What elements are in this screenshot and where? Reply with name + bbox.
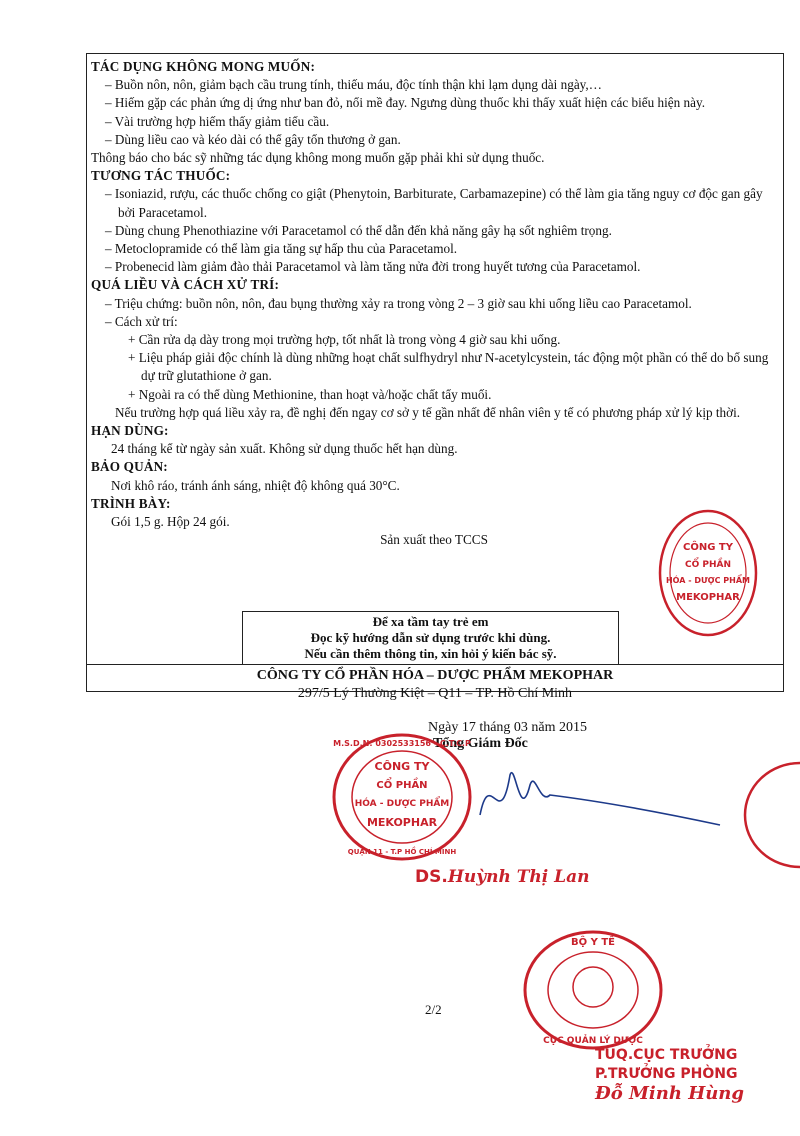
storage-heading: BẢO QUẢN: bbox=[91, 459, 168, 475]
signing-date: Ngày 17 tháng 03 năm 2015 bbox=[428, 720, 588, 735]
stamp-text: BỘ Y TẾ bbox=[571, 937, 615, 948]
stamp-ring bbox=[334, 735, 470, 859]
signer-full-name: Huỳnh Thị Lan bbox=[447, 867, 590, 887]
overdose-heading: QUÁ LIỀU VÀ CÁCH XỬ TRÍ: bbox=[91, 277, 280, 293]
stamp-text: CỔ PHẦN bbox=[376, 780, 428, 791]
expiry-text: 24 tháng kể từ ngày sản xuất. Không sử dụng thuốc hết hạn dùng. bbox=[111, 441, 458, 457]
partial-stamp bbox=[725, 760, 800, 870]
ministry-stamp bbox=[518, 925, 668, 1055]
signer-prefix: DS. bbox=[415, 867, 448, 887]
side-effect-item: – Vài trường hợp hiếm thấy giảm tiểu cầu. bbox=[91, 113, 777, 131]
footer-divider bbox=[87, 664, 783, 665]
manufacturing-standard: Sản xuất theo TCCS bbox=[380, 532, 488, 548]
page-number: 2/2 bbox=[425, 1002, 442, 1017]
stamp-text: HÓA - DƯỢC PHẨM bbox=[354, 799, 450, 809]
stamp-ring bbox=[745, 763, 800, 867]
interaction-item: – Probenecid làm giảm đào thải Paracetamol và làm tăng nửa đời trong huyết tương của Paracetamol. bbox=[91, 258, 777, 276]
approval-block bbox=[595, 1046, 744, 1103]
company-stamp-main bbox=[330, 730, 480, 865]
stamp-ring bbox=[660, 511, 756, 635]
company-name: CÔNG TY CỔ PHẦN HÓA – DƯỢC PHẨM MEKOPHAR bbox=[256, 668, 614, 683]
emblem-icon bbox=[573, 967, 613, 1007]
interactions-heading: TƯƠNG TÁC THUỐC: bbox=[91, 168, 231, 184]
stamp-inner-ring bbox=[670, 523, 746, 623]
signer-name bbox=[415, 867, 589, 887]
overdose-treatment-item: + Cần rửa dạ dày trong mọi trường hợp, tốt nhất là trong vòng 4 giờ sau khi uống. bbox=[91, 331, 777, 349]
stamp-text: CÔNG TY bbox=[683, 542, 733, 553]
warning-box bbox=[242, 611, 619, 665]
approval-signer: Đỗ Minh Hùng bbox=[595, 1083, 744, 1104]
stamp-text: CỔ PHẦN bbox=[684, 560, 732, 570]
stamp-text: QUẬN 11 - T.P HỒ CHÍ MINH bbox=[347, 848, 457, 856]
director-title: Tổng Giám Đốc bbox=[433, 736, 528, 751]
expiry-heading: HẠN DÙNG: bbox=[91, 423, 169, 439]
company-address: 297/5 Lý Thường Kiệt – Q11 – TP. Hồ Chí Minh bbox=[297, 686, 573, 701]
warning-line: Nếu cần thêm thông tin, xin hỏi ý kiến bác sỹ. bbox=[304, 646, 557, 661]
overdose-treatment-item: + Liệu pháp giải độc chính là dùng những hoạt chất sulfhydryl như N-acetylcystein, tác động một phần có thể do bổ sung dự trữ glutathione ở gan. bbox=[91, 349, 777, 385]
stamp-text: CÔNG TY bbox=[374, 760, 430, 773]
stamp-text: HÓA - DƯỢC PHẨM bbox=[665, 576, 751, 585]
presentation-text: Gói 1,5 g. Hộp 24 gói. bbox=[111, 514, 230, 530]
overdose-note: Nếu trường hợp quá liều xảy ra, đề nghị đến ngay cơ sở y tế gần nhất để nhân viên y tế có phương pháp xử lý kịp thời. bbox=[115, 404, 741, 420]
side-effect-item: – Buồn nôn, nôn, giảm bạch cầu trung tính, thiếu máu, độc tính thận khi lạm dụng dài ngày,… bbox=[91, 76, 777, 94]
company-block bbox=[87, 667, 783, 703]
interaction-item: – Dùng chung Phenothiazine với Paracetamol có thể dẫn đến khả năng gây hạ sốt nghiêm trọng. bbox=[91, 222, 777, 240]
overdose-treatment-item: + Ngoài ra có thể dùng Methionine, than hoạt và/hoặc chất tẩy muối. bbox=[91, 386, 777, 404]
warning-line: Đọc kỹ hướng dẫn sử dụng trước khi dùng. bbox=[310, 630, 551, 645]
stamp-text: MEKOPHAR bbox=[676, 592, 740, 603]
side-effects-heading: TÁC DỤNG KHÔNG MONG MUỐN: bbox=[91, 59, 316, 74]
side-effect-item: – Hiếm gặp các phản ứng dị ứng như ban đỏ, nổi mề đay. Ngưng dùng thuốc khi thấy xuất hiện các biểu hiện này. bbox=[91, 94, 777, 112]
interaction-item: – Isoniazid, rượu, các thuốc chống co giật (Phenytoin, Barbiturate, Carbamazepine) có thể làm gia tăng nguy cơ độc gan gây bởi Paracetamol. bbox=[91, 185, 777, 221]
storage-text: Nơi khô ráo, tránh ánh sáng, nhiệt độ không quá 30°C. bbox=[111, 477, 400, 493]
interaction-item: – Metoclopramide có thể làm gia tăng sự hấp thu của Paracetamol. bbox=[91, 240, 777, 258]
side-effect-item: – Dùng liều cao và kéo dài có thể gây tổn thương ở gan. bbox=[91, 131, 777, 149]
stamp-text: MEKOPHAR bbox=[366, 816, 438, 829]
company-stamp-small bbox=[655, 505, 761, 645]
stamp-text: M.S.D.N: 0302533156 - C.T.C.P bbox=[333, 739, 471, 748]
approval-line-2: P.TRƯỞNG PHÒNG bbox=[595, 1066, 738, 1082]
side-effects-note: Thông báo cho bác sỹ những tác dụng không mong muốn gặp phải khi sử dụng thuốc. bbox=[91, 150, 545, 166]
warning-line: Để xa tầm tay trẻ em bbox=[372, 614, 489, 629]
signature-stroke bbox=[480, 773, 720, 825]
stamp-text: CỤC QUẢN LÝ DƯỢC bbox=[543, 1036, 643, 1046]
leaflet-content bbox=[91, 58, 777, 549]
approval-line-1: TUQ.CỤC TRƯỞNG bbox=[595, 1047, 738, 1063]
overdose-symptoms: – Triệu chứng: buồn nôn, nôn, đau bụng thường xảy ra trong vòng 2 – 3 giờ sau khi uống liều cao Paracetamol. bbox=[91, 295, 777, 313]
stamp-inner-ring bbox=[548, 952, 638, 1028]
overdose-treatment-label: – Cách xử trí: bbox=[91, 313, 777, 331]
stamp-ring bbox=[525, 932, 661, 1048]
director-signature bbox=[470, 755, 730, 845]
presentation-heading: TRÌNH BÀY: bbox=[91, 495, 171, 511]
